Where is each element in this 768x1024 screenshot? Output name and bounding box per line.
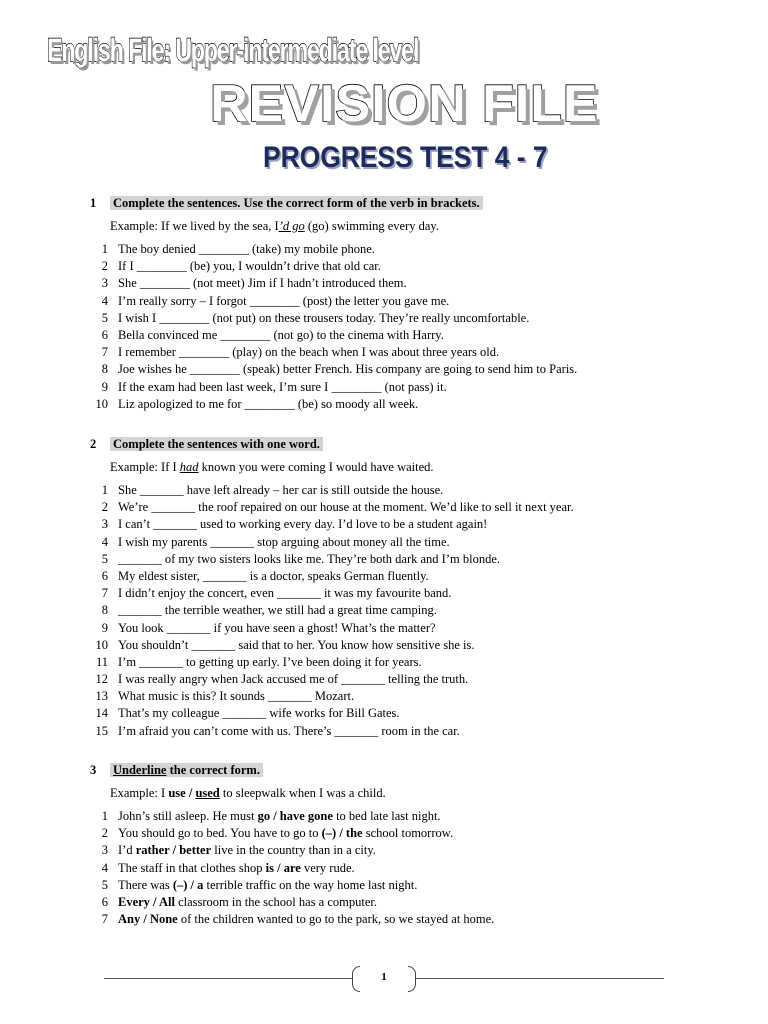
item-number: 15 xyxy=(95,723,108,738)
example-suffix: to sleepwalk when I was a child. xyxy=(219,786,386,800)
item-text: The boy denied ________ (take) my mobile phone. xyxy=(118,242,375,256)
item-number: 6 xyxy=(101,568,108,583)
item-text: _______ of my two sisters looks like me. They’re both dark and I’m blonde. xyxy=(118,551,500,566)
item-text: We’re _______ the roof repaired on our house at the moment. We’d like to sell it next year. xyxy=(118,500,574,515)
example-prefix: Example: If we lived by the sea, I xyxy=(110,219,279,233)
list-item xyxy=(0,585,574,602)
example-line xyxy=(110,785,386,801)
item-text: of the children wanted to go to the park, so we stayed at home. xyxy=(177,912,495,927)
section-number: 1 xyxy=(90,196,97,210)
item-number: 2 xyxy=(101,826,108,841)
list-item xyxy=(0,808,494,825)
list-item xyxy=(0,275,577,292)
item-options: (–) / the xyxy=(321,826,363,841)
test-title: PROGRESS TEST 4 - 7 xyxy=(263,141,548,174)
list-item xyxy=(0,825,494,842)
item-text: There was xyxy=(118,877,173,892)
item-number: 2 xyxy=(101,259,108,274)
item-text: I’m _______ to getting up early. I’ve been doing it for years. xyxy=(118,654,422,669)
item-number: 3 xyxy=(101,276,108,291)
item-number: 9 xyxy=(101,379,108,394)
item-number: 8 xyxy=(101,603,108,618)
item-list xyxy=(0,808,494,928)
item-number: 13 xyxy=(95,689,108,704)
section-instruction xyxy=(110,763,263,777)
item-number: 11 xyxy=(95,654,108,669)
item-text: classroom in the school has a computer. xyxy=(174,894,377,909)
item-text: I can’t _______ used to working every day. I’d love to be a student again! xyxy=(118,517,488,532)
item-list xyxy=(0,482,574,740)
list-item xyxy=(0,688,574,705)
item-number: 6 xyxy=(101,327,108,342)
item-text: That’s my colleague _______ wife works for Bill Gates. xyxy=(118,706,400,721)
list-item xyxy=(0,637,574,654)
section-number: 3 xyxy=(90,763,97,777)
item-number: 7 xyxy=(101,912,108,927)
footer-bracket-right xyxy=(408,966,416,992)
example-line xyxy=(110,218,439,234)
item-text: to bed late last night. xyxy=(332,809,441,823)
footer-rule-right xyxy=(416,978,664,979)
item-text: very rude. xyxy=(300,860,355,875)
list-item xyxy=(0,516,574,533)
instruction-rest: the correct form. xyxy=(166,763,260,777)
example-prefix: Example: If I xyxy=(110,460,180,474)
list-item xyxy=(0,602,574,619)
item-number: 5 xyxy=(101,877,108,892)
item-text: What music is this? It sounds _______ Mozart. xyxy=(118,689,355,704)
item-options: is / are xyxy=(265,860,301,875)
item-number: 2 xyxy=(101,500,108,515)
item-text: I didn’t enjoy the concert, even _______ it was my favourite band. xyxy=(118,586,452,601)
item-options: Any / None xyxy=(118,912,178,927)
item-text: The staff in that clothes shop xyxy=(118,860,266,875)
item-options: Every / All xyxy=(118,894,175,909)
list-item xyxy=(0,344,577,361)
item-number: 1 xyxy=(101,242,108,256)
list-item xyxy=(0,860,494,877)
footer-rule-left xyxy=(104,978,352,979)
item-text: live in the country than in a city. xyxy=(211,843,376,858)
item-number: 10 xyxy=(95,637,108,652)
item-number: 12 xyxy=(95,672,108,687)
list-item xyxy=(0,310,577,327)
footer-bracket-left xyxy=(352,966,360,992)
list-item xyxy=(0,723,574,740)
item-text: I’d xyxy=(118,843,136,858)
list-item xyxy=(0,568,574,585)
example-answer: had xyxy=(179,460,199,474)
item-number: 3 xyxy=(101,517,108,532)
item-text: terrible traffic on the way home last night. xyxy=(203,877,418,892)
list-item xyxy=(0,482,574,499)
example-option: use xyxy=(168,786,186,800)
item-number: 7 xyxy=(101,586,108,601)
section-number: 2 xyxy=(90,437,97,451)
item-text: Joe wishes he ________ (speak) better French. His company are going to send him to Paris. xyxy=(118,362,578,377)
list-item xyxy=(0,327,577,344)
list-item xyxy=(0,258,577,275)
item-text: If I ________ (be) you, I wouldn’t drive that old car. xyxy=(118,259,381,274)
item-number: 4 xyxy=(101,534,108,549)
list-item xyxy=(0,361,577,378)
list-item xyxy=(0,551,574,568)
item-text: You shouldn’t _______ said that to her. You know how sensitive she is. xyxy=(118,637,475,652)
item-number: 5 xyxy=(101,310,108,325)
item-number: 8 xyxy=(101,362,108,377)
page-number: 1 xyxy=(381,971,387,983)
instruction-underlined: Underline xyxy=(113,763,167,777)
item-number: 9 xyxy=(101,620,108,635)
list-item xyxy=(0,620,574,637)
item-number: 1 xyxy=(101,809,108,823)
item-text: I remember ________ (play) on the beach when I was about three years old. xyxy=(118,345,500,360)
list-item xyxy=(0,705,574,722)
item-options: go / have gone xyxy=(257,809,333,823)
item-text: I wish I ________ (not put) on these trousers today. They’re really uncomfortable. xyxy=(118,310,530,325)
example-answer: used xyxy=(195,786,220,800)
item-number: 1 xyxy=(101,483,108,497)
section-instruction: Complete the sentences. Use the correct form of the verb in brackets. xyxy=(110,196,483,210)
list-item xyxy=(0,293,577,310)
item-number: 4 xyxy=(101,860,108,875)
example-separator: / xyxy=(185,786,196,800)
list-item xyxy=(0,654,574,671)
list-item xyxy=(0,911,494,928)
example-suffix: known you were coming I would have waited. xyxy=(198,460,434,474)
item-text: My eldest sister, _______ is a doctor, speaks German fluently. xyxy=(118,568,429,583)
example-answer: ’d go xyxy=(278,219,305,233)
item-text: I was really angry when Jack accused me of _______ telling the truth. xyxy=(118,672,469,687)
section-heading xyxy=(90,194,483,212)
item-text: Liz apologized to me for ________ (be) so moody all week. xyxy=(118,396,419,411)
section-instruction: Complete the sentences with one word. xyxy=(110,437,323,451)
item-text: I wish my parents _______ stop arguing about money all the time. xyxy=(118,534,450,549)
file-title: REVISION FILE xyxy=(210,75,599,133)
list-item xyxy=(0,241,577,258)
item-text: Bella convinced me ________ (not go) to the cinema with Harry. xyxy=(118,327,444,342)
item-text: She ________ (not meet) Jim if I hadn’t introduced them. xyxy=(118,276,407,291)
item-text: school tomorrow. xyxy=(362,826,454,841)
item-text: You look _______ if you have seen a ghost! What’s the matter? xyxy=(118,620,436,635)
example-suffix: (go) swimming every day. xyxy=(304,219,439,233)
item-text: I’m afraid you can’t come with us. There’s _______ room in the car. xyxy=(118,723,460,738)
item-number: 5 xyxy=(101,551,108,566)
section-heading xyxy=(90,435,323,453)
list-item xyxy=(0,379,577,396)
list-item xyxy=(0,499,574,516)
list-item xyxy=(0,842,494,859)
section-heading xyxy=(90,761,263,779)
item-number: 14 xyxy=(95,706,108,721)
item-text: _______ the terrible weather, we still had a great time camping. xyxy=(118,603,437,618)
course-title: English File: Upper-intermediate level xyxy=(47,32,419,68)
item-number: 7 xyxy=(101,345,108,360)
list-item xyxy=(0,534,574,551)
example-line xyxy=(110,459,434,475)
item-number: 10 xyxy=(95,396,108,411)
item-text: I’m really sorry – I forgot ________ (post) the letter you gave me. xyxy=(118,293,450,308)
list-item xyxy=(0,894,494,911)
list-item xyxy=(0,396,577,413)
item-number: 3 xyxy=(101,843,108,858)
item-list xyxy=(0,241,577,413)
list-item xyxy=(0,671,574,688)
list-item xyxy=(0,877,494,894)
item-number: 4 xyxy=(101,293,108,308)
item-options: (–) / a xyxy=(172,877,204,892)
item-text: John’s still asleep. He must xyxy=(118,809,258,823)
item-text: You should go to bed. You have to go to xyxy=(118,826,322,841)
example-prefix: Example: I xyxy=(110,786,169,800)
item-options: rather / better xyxy=(135,843,212,858)
item-text: She _______ have left already – her car is still outside the house. xyxy=(118,483,444,497)
item-text: If the exam had been last week, I’m sure I ________ (not pass) it. xyxy=(118,379,447,394)
item-number: 6 xyxy=(101,894,108,909)
